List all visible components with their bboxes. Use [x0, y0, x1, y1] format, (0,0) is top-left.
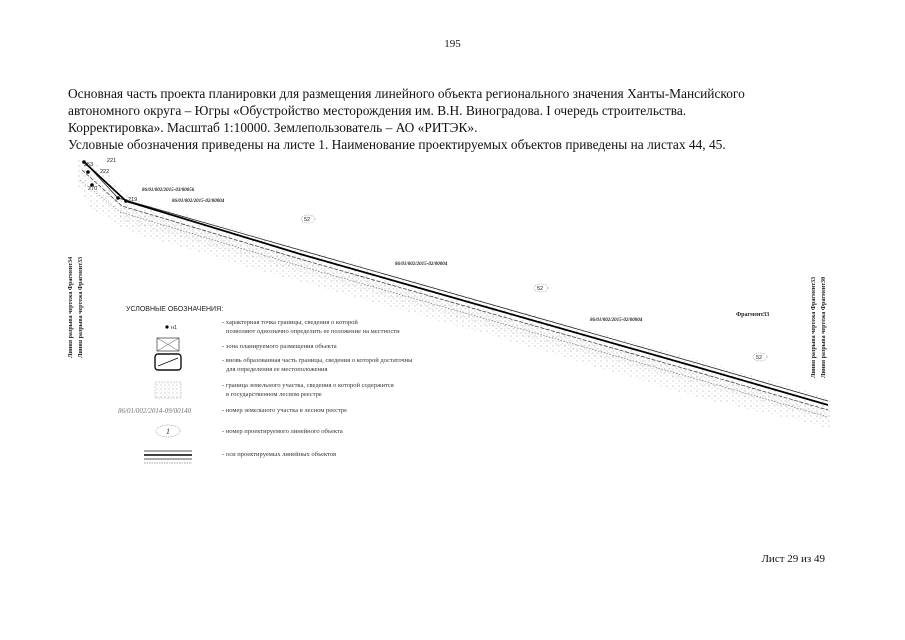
left-break-line-label: Линия разрыва чертежа Фрагмент34 — [68, 256, 74, 358]
boundary-point — [116, 196, 120, 200]
right-break-line-label: Линия разрыва чертежа Фрагмент33 — [811, 276, 817, 378]
cadastral-label: 86/01/002/2015-02/00004 — [172, 199, 225, 204]
left-break-line-label: Линия разрыва чертежа Фрагмент33 — [78, 256, 84, 358]
cadastral-label: 86/01/002/2015-02/00004 — [395, 262, 448, 267]
point-label: 219 — [128, 197, 138, 203]
legend-item-4-line-2: в государственном лесном реестре — [226, 391, 322, 398]
object-number-marker — [301, 215, 315, 223]
legend-item-3-line-2: для определения ее местоположения — [226, 366, 328, 373]
point-label: 253 — [84, 162, 94, 168]
fragment-label: Фрагмент33 — [736, 312, 770, 318]
legend-item-2: - зона планируемого размещения объекта — [222, 343, 337, 350]
right-break-line-label: Линия разрыва чертежа Фрагмент30 — [821, 276, 827, 378]
legend-forest-parcel-symbol — [155, 382, 181, 398]
title-line-3: Корректировка». Масштаб 1:10000. Землепользователь – АО «РИТЭК». — [68, 120, 478, 135]
legend-item-4-line-1: - граница земельного участка, сведения о которой содержится — [222, 382, 394, 389]
title-line-2: автономного округа – Югры «Обустройство месторождения им. В.Н. Виноградова. I очередь строительства. — [68, 103, 687, 118]
object-number-marker — [753, 353, 767, 361]
point-label: 221 — [107, 158, 117, 164]
legend-item-7: - оси проектируемых линейных объектов — [222, 451, 337, 458]
legend-item-1-line-1: - характерная точка границы, сведения о которой — [222, 319, 358, 326]
legend-item-6: - номер проектируемого линейного объекта — [222, 428, 343, 435]
boundary-point — [86, 170, 90, 174]
legend-zone-symbol — [157, 338, 179, 351]
legend-point-label: н1 — [171, 325, 178, 331]
legend-axis-symbol — [144, 451, 192, 463]
point-label: 270 — [88, 186, 98, 192]
title-line-4: Условные обозначения приведены на листе 1. Наименование проектируемых объектов приведены на листах 44, 45. — [68, 137, 726, 152]
legend-point-symbol — [165, 325, 168, 328]
legend-new-boundary-symbol — [155, 354, 181, 370]
cadastral-label: 86/01/002/2015-03/00056 — [142, 188, 195, 193]
legend — [118, 306, 413, 463]
legend-item-5: - номер земельного участка в лесном реестре — [222, 407, 348, 414]
legend-object-number-sample: 1 — [166, 427, 170, 436]
legend-item-1-line-2: позволяют однозначно определить ее положение на местности — [226, 328, 400, 335]
object-number-label: 52 — [756, 355, 763, 361]
sheet-label: Лист 29 из 49 — [761, 553, 825, 565]
legend-item-3-line-1: - вновь образованная часть границы, сведения о которой достаточны — [222, 357, 413, 364]
page-number: 195 — [444, 38, 461, 50]
point-label: 222 — [100, 169, 110, 175]
object-number-label: 52 — [537, 286, 544, 292]
cadastral-label: 86/01/002/2015-02/00004 — [590, 318, 643, 323]
object-number-marker — [534, 284, 548, 292]
legend-cadastral-sample: 86/01/002/2014-09/00140 — [118, 407, 192, 415]
title-line-1: Основная часть проекта планировки для размещения линейного объекта регионального значения Ханты-Мансийского — [68, 86, 745, 101]
object-number-label: 52 — [304, 217, 311, 223]
legend-title: УСЛОВНЫЕ ОБОЗНАЧЕНИЯ: — [126, 306, 224, 313]
